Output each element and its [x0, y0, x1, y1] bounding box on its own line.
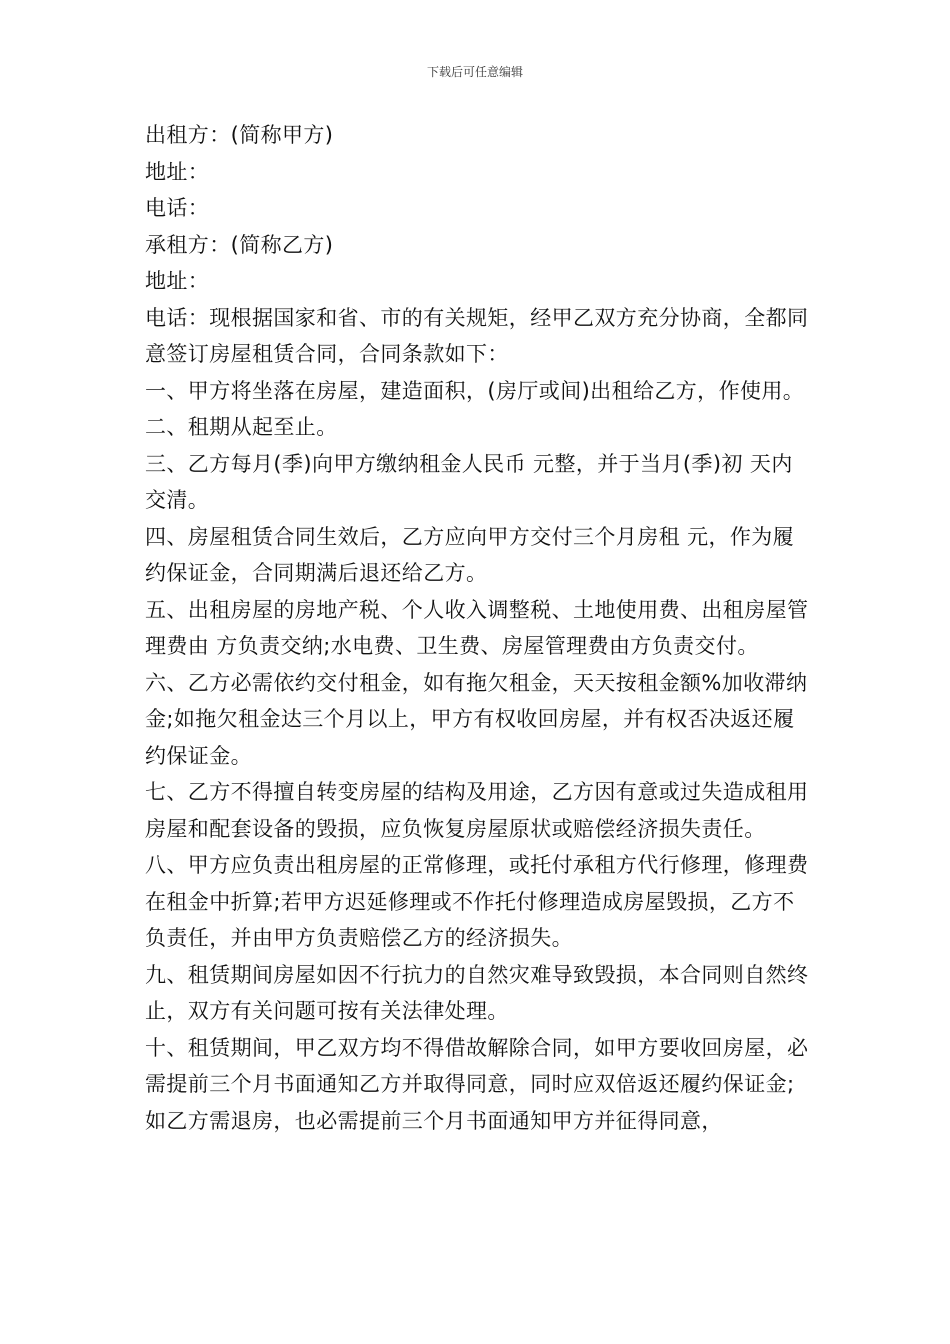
clause-3: 三、乙方每月(季)向甲方缴纳租金人民币 元整，并于当月(季)初 天内交清。 [145, 451, 793, 512]
paragraph-lessee: 承租方：(简称乙方) [145, 232, 334, 257]
paragraph-lessor: 出租方：(简称甲方) [145, 123, 334, 147]
paragraph-lessor-address: 地址： [145, 159, 210, 184]
clause-5: 五、出租房屋的房地产税、个人收入调整税、土地使用费、出租房屋管理费由 方负责交纳;水电费、卫生费、房屋管理费由方负责交付。 [145, 597, 809, 658]
page-header: 下载后可任意编辑 [426, 65, 523, 79]
clause-10: 十、租赁期间，甲乙双方均不得借故解除合同，如甲方要收回房屋，必需提前三个月书面通知乙方并取得同意，同时应双倍返还履约保证金;如乙方需退房，也必需提前三个月书面通知甲方并征得同意， [145, 1035, 809, 1133]
clause-1: 一、甲方将坐落在房屋，建造面积，(房厅或间)出租给乙方，作使用。 [145, 378, 805, 403]
clause-4: 四、房屋租赁合同生效后，乙方应向甲方交付三个月房租 元，作为履约保证金，合同期满后退还给乙方。 [145, 524, 795, 585]
clause-9: 九、租赁期间房屋如因不行抗力的自然灾难导致毁损，本合同则自然终止，双方有关问题可按有关法律处理。 [145, 962, 809, 1023]
paragraph-lessor-phone: 电话： [145, 196, 210, 220]
clause-7: 七、乙方不得擅自转变房屋的结构及用途，乙方因有意或过失造成租用房屋和配套设备的毁损，应负恢复房屋原状或赔偿经济损失责任。 [145, 780, 809, 841]
contract-body [145, 117, 810, 1139]
paragraph-preamble: 电话：现根据国家和省、市的有关规矩，经甲乙双方充分协商，全都同意签订房屋租赁合同，合同条款如下： [145, 305, 809, 366]
clause-2: 二、租期从起至止。 [145, 415, 338, 439]
paragraph-lessee-address: 地址： [145, 269, 210, 293]
clause-8: 八、甲方应负责出租房屋的正常修理，或托付承租方代行修理，修理费在租金中折算;若甲方迟延修理或不作托付修理造成房屋毁损，乙方不负责任，并由甲方负责赔偿乙方的经济损失。 [145, 853, 809, 950]
clause-6: 六、乙方必需依约交付租金，如有拖欠租金，天天按租金额%加收滞纳金;如拖欠租金达三个月以上，甲方有权收回房屋，并有权否决返还履约保证金。 [145, 670, 808, 768]
